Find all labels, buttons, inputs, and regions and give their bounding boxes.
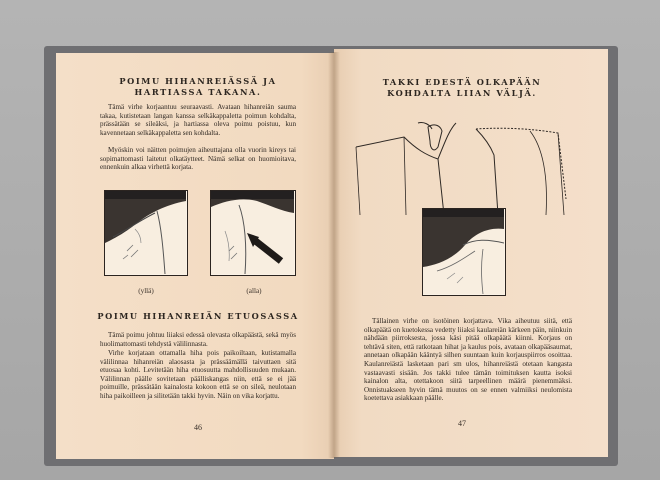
book-gutter [328, 52, 340, 458]
left-paragraph-2: Myöskin voi näitten poimujen aiheuttajana olla vuorin kireys tai sopimattomasti laitetut olkatäytteet. Nämä selkat on huomioitava, ennenkuin alkaa virhettä korjata. [100, 146, 296, 172]
left-heading-2: POIMU HIHANREIÄN ETUOSASSA [97, 311, 299, 321]
page-number-right: 47 [458, 419, 466, 428]
right-page [334, 49, 608, 457]
right-heading-1: TAKKI EDESTÄ OLKAPÄÄN KOHDALTA LIIAN VÄLJÄ. [382, 77, 542, 98]
left-paragraph-1: Tämä virhe korjaantuu seuraavasti. Avataan hihanreiän sauma takaa, kutistetaan langan kanssa selkäkappaletta poimun kohdalta, prässätään se sileäksi, ja hartiassa oleva poimu poistuu, kun kavennetaan selkäkappaletta sen kohdalta. [100, 103, 296, 137]
right-paragraph-1: Tällainen virhe on isotöinen korjattava. Vika aiheutuu siitä, että olkapäätä on kuetokessa vedetty liiaksi kaulareiän kärkeen päin, niinkuin nähdään piirroksesta, jossa käsi pitää olkapäätä kiinni. Korjaus on tehtävä siten, että ratkotaan hihat ja kaulus pois, avataan olkapääsaumat, annetaan olkapään kääntyä silhen suuntaan kuin korjauspiirros osoittaa. Kaulanreiästä lasketaan pari sm ulos, hihanreiästä otetaan kangasta vastaavasti sisään. Jos takki tulee tämän toimituksen kautta isoksi kainalon alta, otettakoon siitä tarpeellinen määrä pienemmäksi. Onnistuakseen hyvin tämä muutos on se ennen valmiiksi neulomista koetettava asiakkaan päälle. [364, 317, 572, 403]
figure-caption-1: (yllä) [138, 287, 154, 295]
left-heading-1: POIMU HIHANREIÄSSÄ JA HARTIASSA TAKANA. [119, 76, 277, 97]
figure-caption-2: (alla) [246, 287, 262, 295]
left-page [56, 53, 334, 459]
figure-back-armhole [104, 190, 188, 276]
figure-front-shoulder [422, 208, 506, 296]
figure-front-armhole [210, 190, 296, 276]
left-paragraph-4: Virhe korjataan ottamalla hiha pois paikoiltaan, kutistamalla välilinnaa hihanreiän alaosasta ja prässäämällä taivuttaen sitä etuosaa kohti. Levitetään hiha etuosuutta mahdollisuuden mukaan. Välilinnan päälle sovitetaan päälliskangas niin, että se ei jää poimuille, prässätään kainalosta kokoon että se on sileä, neulotaan hiha paikoilleen ja silitetään takki hyvin. Näin on vika korjattu. [100, 349, 296, 400]
page-number-left: 46 [194, 423, 202, 432]
left-paragraph-3: Tämä poimu johtuu liiaksi edessä olevasta olkapäästä, sekä myös huolimattomasti tehdystä välilinnasta. [100, 331, 296, 348]
jacket-illustration [334, 119, 608, 219]
